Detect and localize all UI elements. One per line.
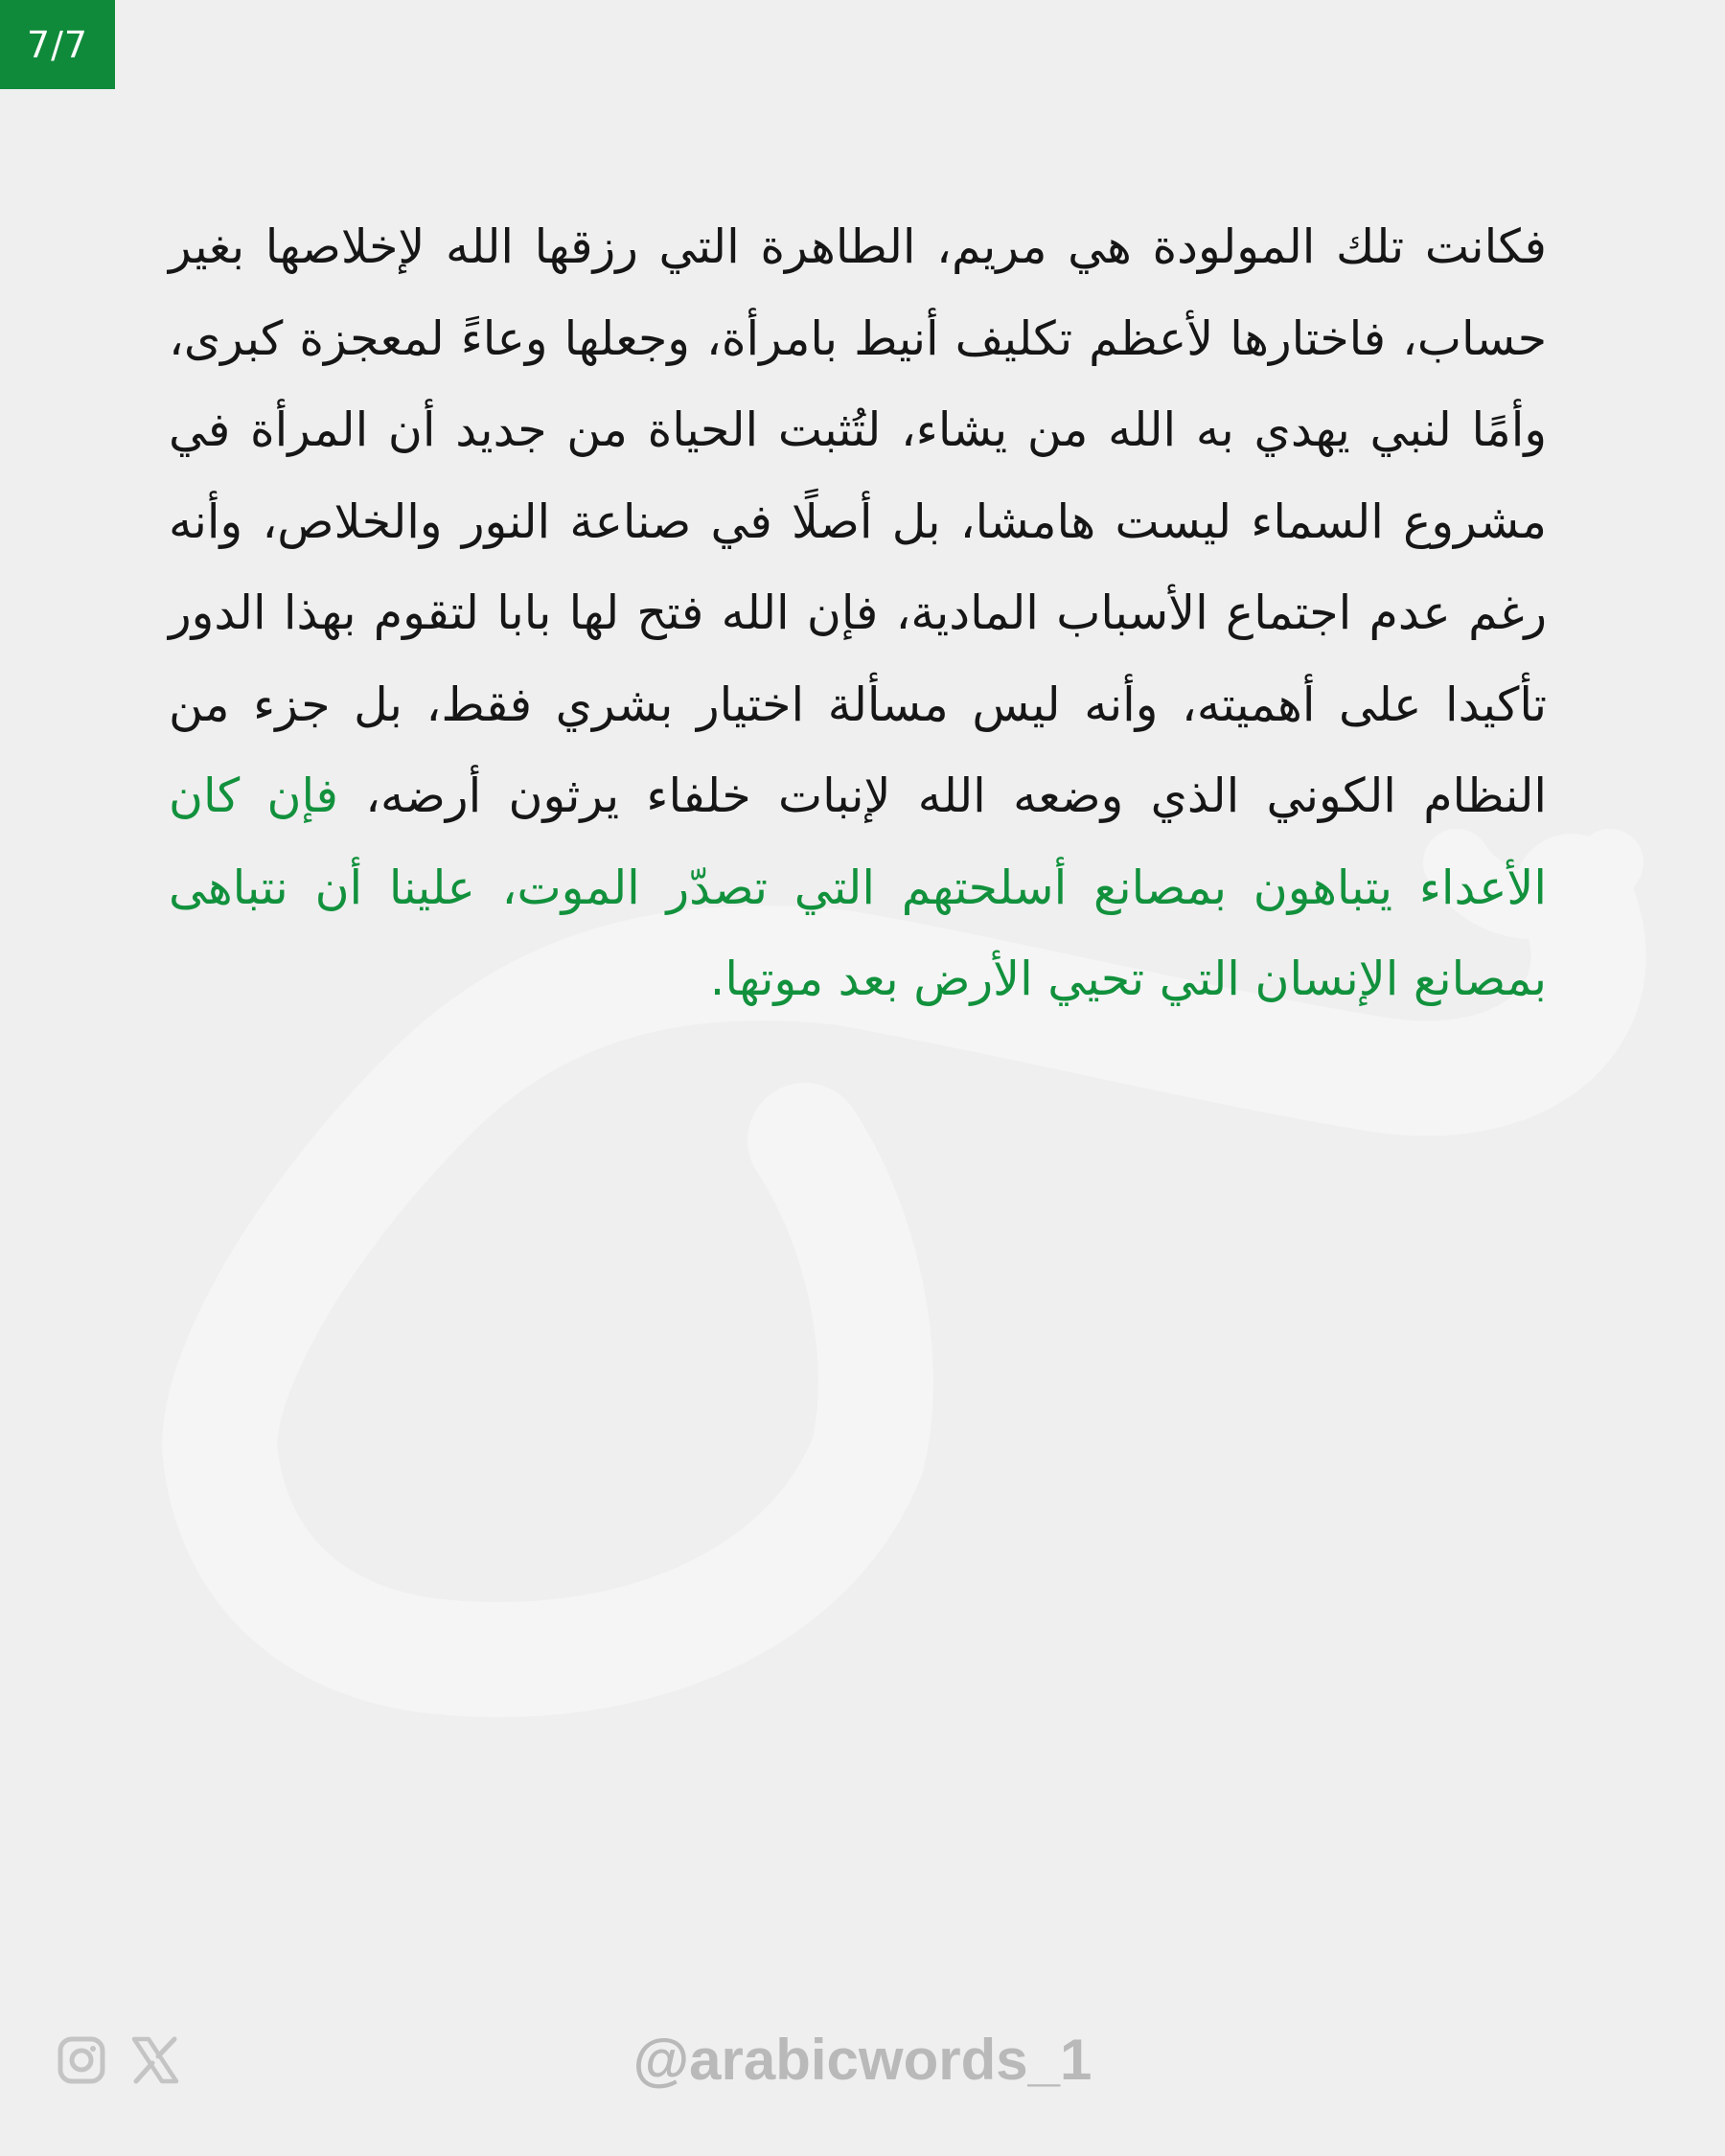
footer xyxy=(0,2017,1725,2103)
article-text-main: فكانت تلك المولودة هي مريم، الطاهرة التي رزقها الله لإخلاصها بغير حساب، فاختارها لأعظم تكليف أنيط بامرأة، وجعلها وعاءً لمعجزة كبرى، وأمًا لنبي يهدي به الله من يشاء، لتُثبت الحياة من جديد أن المرأة في مشروع السماء ليست هامشا، بل أصلًا في صناعة النور والخلاص، وأنه رغم عدم اجتماع الأسباب المادية، فإن الله فتح لها بابا لتقوم بهذا الدور تأكيدا على أهميته، وأنه ليس مسألة اختيار بشري فقط، بل جزء من النظام الكوني الذي وضعه الله لإنبات خلفاء يرثون أرضه، xyxy=(169,219,1548,823)
page-indicator-label: 7/7 xyxy=(26,23,89,66)
article-text-highlight: فإن كان الأعداء يتباهون بمصانع أسلحتهم التي تصدّر الموت، علينا أن نتباهى بمصانع الإنسان التي تحيي الأرض بعد موتها. xyxy=(169,768,1547,1006)
page-indicator-badge xyxy=(0,0,115,89)
account-handle: @arabicwords_1 xyxy=(632,2028,1092,2092)
article-paragraph xyxy=(169,201,1547,1025)
